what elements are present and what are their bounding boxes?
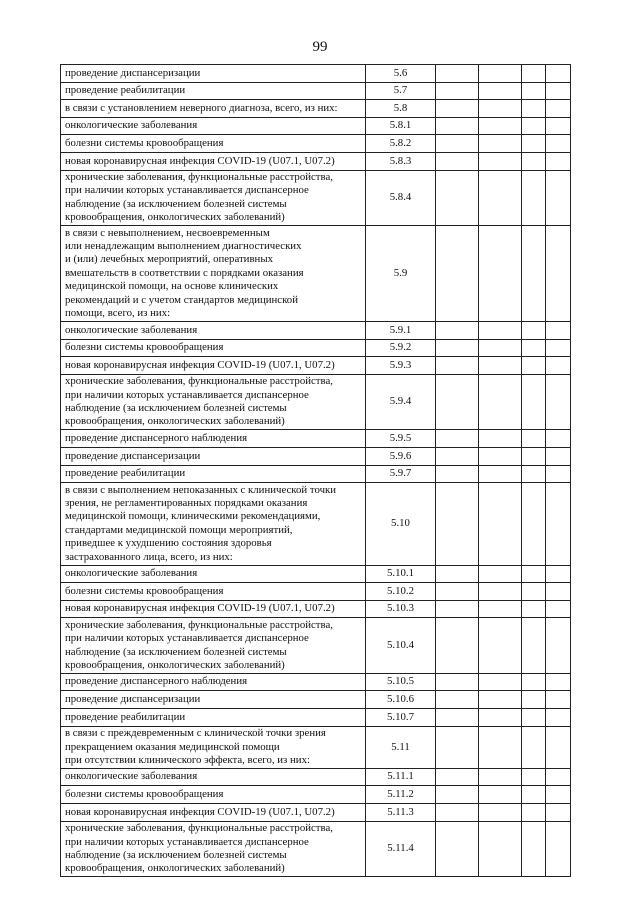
empty-data-cell [546,357,571,375]
empty-data-cell [546,135,571,153]
empty-data-cell [436,726,479,768]
table-row [61,709,571,727]
table-row [61,152,571,170]
table-row [61,357,571,375]
empty-data-cell [546,483,571,565]
empty-data-cell [479,152,522,170]
row-description: новая коронавирусная инфекция COVID-19 (U07.1, U07.2) [61,152,366,170]
row-code: 5.10.4 [366,618,436,674]
empty-data-cell [479,786,522,804]
row-description: онкологические заболевания [61,321,366,339]
empty-data-cell [479,565,522,583]
empty-data-cell [436,117,479,135]
row-code: 5.8 [366,100,436,118]
row-code: 5.9.2 [366,339,436,357]
empty-data-cell [479,117,522,135]
table-row [61,483,571,565]
empty-data-cell [436,65,479,83]
row-code: 5.11.4 [366,821,436,877]
empty-data-cell [522,600,546,618]
empty-data-cell [479,600,522,618]
row-description: проведение диспансерного наблюдения [61,430,366,448]
empty-data-cell [479,430,522,448]
empty-data-cell [522,786,546,804]
empty-data-cell [522,117,546,135]
empty-data-cell [546,768,571,786]
empty-data-cell [436,618,479,674]
empty-data-cell [522,339,546,357]
row-code: 5.8.3 [366,152,436,170]
table-row [61,447,571,465]
empty-data-cell [436,804,479,822]
table-row [61,618,571,674]
empty-data-cell [546,100,571,118]
row-code: 5.10.6 [366,691,436,709]
empty-data-cell [436,673,479,691]
empty-data-cell [436,357,479,375]
table-row [61,321,571,339]
row-description: новая коронавирусная инфекция COVID-19 (U07.1, U07.2) [61,804,366,822]
empty-data-cell [479,691,522,709]
row-code: 5.9.5 [366,430,436,448]
row-code: 5.9.6 [366,447,436,465]
empty-data-cell [522,673,546,691]
empty-data-cell [522,583,546,601]
row-code: 5.10.2 [366,583,436,601]
table-row [61,786,571,804]
empty-data-cell [522,726,546,768]
row-description: хронические заболевания, функциональные расстройства, при наличии которых устанавливается диспансерное наблюдение (за исключением болезней системы кровообращения, онкологических заболеваний) [61,821,366,877]
table-row [61,583,571,601]
row-description: болезни системы кровообращения [61,786,366,804]
empty-data-cell [522,691,546,709]
empty-data-cell [436,226,479,322]
empty-data-cell [436,430,479,448]
row-description: в связи с выполнением непоказанных с клинической точки зрения, не регламентированных порядками оказания медицинской помощи, клиническими рекомендациями, стандартами медицинской помощи мероприятий, приведшее к ухудшению состояния здоровья застрахованного лица, всего, из них: [61,483,366,565]
table-row [61,135,571,153]
empty-data-cell [479,447,522,465]
empty-data-cell [479,374,522,430]
row-code: 5.9 [366,226,436,322]
row-code: 5.9.1 [366,321,436,339]
row-description: в связи с преждевременным с клинической точки зрения прекращением оказания медицинской помощи при отсутствии клинического эффекта, всего, из них: [61,726,366,768]
row-description: проведение реабилитации [61,465,366,483]
empty-data-cell [546,804,571,822]
empty-data-cell [546,565,571,583]
row-description: болезни системы кровообращения [61,339,366,357]
empty-data-cell [479,82,522,100]
row-code: 5.10.3 [366,600,436,618]
empty-data-cell [436,565,479,583]
empty-data-cell [546,673,571,691]
row-description: в связи с невыполнением, несвоевременным или ненадлежащим выполнением диагностических и (или) лечебных мероприятий, оперативных вмешательств в соответствии с порядками оказания медицинской помощи, на основе клинических рекомендаций и с учетом стандартов медицинской помощи, всего, из них: [61,226,366,322]
empty-data-cell [546,339,571,357]
table-row [61,117,571,135]
table-row [61,465,571,483]
empty-data-cell [522,709,546,727]
empty-data-cell [546,726,571,768]
table-row [61,821,571,877]
row-code: 5.11.3 [366,804,436,822]
row-code: 5.8.2 [366,135,436,153]
empty-data-cell [546,821,571,877]
empty-data-cell [436,709,479,727]
empty-data-cell [436,768,479,786]
row-code: 5.11 [366,726,436,768]
empty-data-cell [479,321,522,339]
row-description: проведение диспансеризации [61,691,366,709]
empty-data-cell [522,321,546,339]
empty-data-cell [436,447,479,465]
empty-data-cell [522,618,546,674]
row-code: 5.9.3 [366,357,436,375]
empty-data-cell [546,82,571,100]
table-row [61,430,571,448]
empty-data-cell [436,100,479,118]
empty-data-cell [522,430,546,448]
statistics-table [60,64,571,877]
row-description: проведение реабилитации [61,82,366,100]
empty-data-cell [522,465,546,483]
empty-data-cell [522,170,546,226]
empty-data-cell [479,709,522,727]
row-code: 5.10.5 [366,673,436,691]
row-description: новая коронавирусная инфекция COVID-19 (U07.1, U07.2) [61,600,366,618]
table-row [61,339,571,357]
page-number: 99 [312,39,328,55]
empty-data-cell [479,465,522,483]
empty-data-cell [436,135,479,153]
row-description: хронические заболевания, функциональные расстройства, при наличии которых устанавливается диспансерное наблюдение (за исключением болезней системы кровообращения, онкологических заболеваний) [61,374,366,430]
empty-data-cell [522,357,546,375]
row-code: 5.10.1 [366,565,436,583]
table-body [61,65,571,877]
empty-data-cell [479,65,522,83]
empty-data-cell [479,804,522,822]
empty-data-cell [479,673,522,691]
empty-data-cell [436,465,479,483]
row-code: 5.10 [366,483,436,565]
table-row [61,226,571,322]
empty-data-cell [436,339,479,357]
empty-data-cell [546,65,571,83]
empty-data-cell [546,374,571,430]
empty-data-cell [479,100,522,118]
empty-data-cell [546,117,571,135]
table-row [61,170,571,226]
empty-data-cell [522,65,546,83]
row-code: 5.11.1 [366,768,436,786]
empty-data-cell [436,786,479,804]
empty-data-cell [522,447,546,465]
empty-data-cell [479,618,522,674]
table-row [61,65,571,83]
empty-data-cell [546,447,571,465]
table-row [61,691,571,709]
row-description: болезни системы кровообращения [61,135,366,153]
row-description: хронические заболевания, функциональные расстройства, при наличии которых устанавливается диспансерное наблюдение (за исключением болезней системы кровообращения, онкологических заболеваний) [61,170,366,226]
empty-data-cell [436,691,479,709]
row-code: 5.9.4 [366,374,436,430]
empty-data-cell [522,804,546,822]
empty-data-cell [546,321,571,339]
empty-data-cell [546,152,571,170]
empty-data-cell [436,600,479,618]
empty-data-cell [546,226,571,322]
row-description: проведение диспансеризации [61,65,366,83]
table-row [61,100,571,118]
row-description: болезни системы кровообращения [61,583,366,601]
empty-data-cell [546,465,571,483]
empty-data-cell [546,600,571,618]
empty-data-cell [522,374,546,430]
row-code: 5.7 [366,82,436,100]
empty-data-cell [436,483,479,565]
row-description: онкологические заболевания [61,768,366,786]
empty-data-cell [479,821,522,877]
empty-data-cell [436,583,479,601]
table-row [61,673,571,691]
row-description: новая коронавирусная инфекция COVID-19 (U07.1, U07.2) [61,357,366,375]
empty-data-cell [546,583,571,601]
empty-data-cell [546,691,571,709]
empty-data-cell [522,226,546,322]
row-description: хронические заболевания, функциональные расстройства, при наличии которых устанавливается диспансерное наблюдение (за исключением болезней системы кровообращения, онкологических заболеваний) [61,618,366,674]
row-description: в связи с установлением неверного диагноза, всего, из них: [61,100,366,118]
empty-data-cell [522,82,546,100]
empty-data-cell [522,100,546,118]
empty-data-cell [522,565,546,583]
empty-data-cell [436,321,479,339]
row-code: 5.6 [366,65,436,83]
empty-data-cell [479,226,522,322]
empty-data-cell [546,430,571,448]
empty-data-cell [436,374,479,430]
empty-data-cell [436,82,479,100]
table-row [61,600,571,618]
table-row [61,726,571,768]
empty-data-cell [479,768,522,786]
empty-data-cell [479,339,522,357]
empty-data-cell [522,768,546,786]
empty-data-cell [522,135,546,153]
empty-data-cell [479,135,522,153]
row-description: проведение реабилитации [61,709,366,727]
empty-data-cell [522,152,546,170]
empty-data-cell [522,483,546,565]
empty-data-cell [479,483,522,565]
empty-data-cell [546,786,571,804]
empty-data-cell [546,709,571,727]
table-row [61,768,571,786]
table-row [61,374,571,430]
row-description: проведение диспансеризации [61,447,366,465]
empty-data-cell [522,821,546,877]
row-description: онкологические заболевания [61,565,366,583]
row-code: 5.10.7 [366,709,436,727]
row-code: 5.11.2 [366,786,436,804]
empty-data-cell [546,618,571,674]
empty-data-cell [436,152,479,170]
table-row [61,804,571,822]
empty-data-cell [436,821,479,877]
empty-data-cell [436,170,479,226]
table-row [61,82,571,100]
row-code: 5.8.1 [366,117,436,135]
empty-data-cell [479,726,522,768]
row-code: 5.8.4 [366,170,436,226]
empty-data-cell [479,583,522,601]
table-row [61,565,571,583]
empty-data-cell [546,170,571,226]
empty-data-cell [479,170,522,226]
row-code: 5.9.7 [366,465,436,483]
row-description: проведение диспансерного наблюдения [61,673,366,691]
empty-data-cell [479,357,522,375]
row-description: онкологические заболевания [61,117,366,135]
